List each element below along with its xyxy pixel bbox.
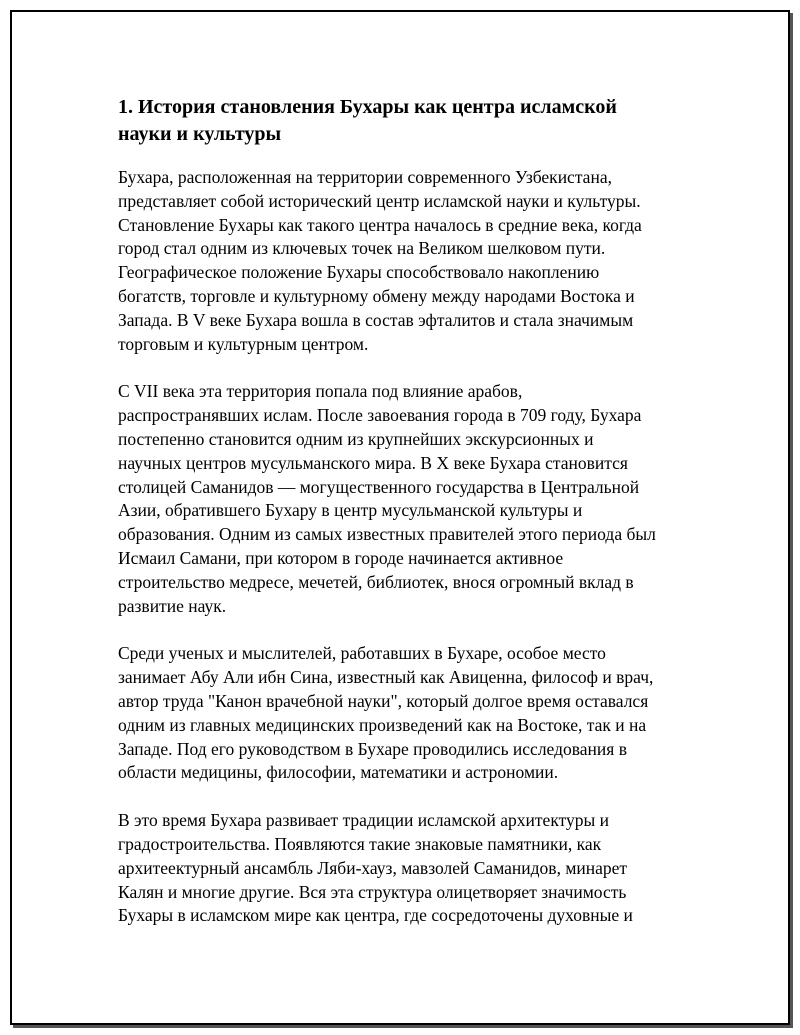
paragraph-4: В это время Бухара развивает традиции исламской архитектуры и градостроительства. Появляются такие знаковые памятники, как архитеектурный ансамбль Ляби-хауз, мавзолей Саманидов, минарет Калян и многие другие. Вся эта структура олицетворяет значимость Бухары в исламском мире как центра, где сосредоточены духовные и: [118, 810, 633, 926]
section-heading: 1. История становления Бухары как центра исламской науки и культуры: [118, 96, 617, 145]
paragraph-1: Бухара, расположенная на территории современного Узбекистана, представляет собой исторический центр исламской науки и культуры. Становление Бухары как такого центра началось в средние века, когда город стал одним из ключевых точек на Великом шелковом пути. Географическое положение Бухары способствовало накоплению богатств, торговле и культурному обмену между народами Востока и Запада. В V веке Бухара вошла в состав эфталитов и стала значимым торговым и культурным центром.: [118, 167, 642, 354]
paragraph-2: С VII века эта территория попала под влияние арабов, распространявших ислам. После завоевания города в 709 году, Бухара постепенно становится одним из крупнейших экскурсионных и научных центров мусульманского мира. В X веке Бухара становится столицей Саманидов — могущественного государства в Центральной Азии, обратившего Бухару в центр мусульманской культуры и образования. Одним из самых известных правителей этого периода был Исмаил Самани, при котором в городе начинается активное строительство медресе, мечетей, библиотек, внося огромный вклад в развитие наук.: [118, 381, 656, 616]
document-body: [118, 94, 698, 952]
paragraph-3: Среди ученых и мыслителей, работавших в Бухаре, особое место занимает Абу Али ибн Сина, известный как Авиценна, философ и врач, автор труда "Канон врачебной науки", который долгое время оставался одним из главных медицинских произведений как на Востоке, так и на Западе. Под его руководством в Бухаре проводились исследования в области медицины, философии, математики и астрономии.: [118, 643, 654, 783]
